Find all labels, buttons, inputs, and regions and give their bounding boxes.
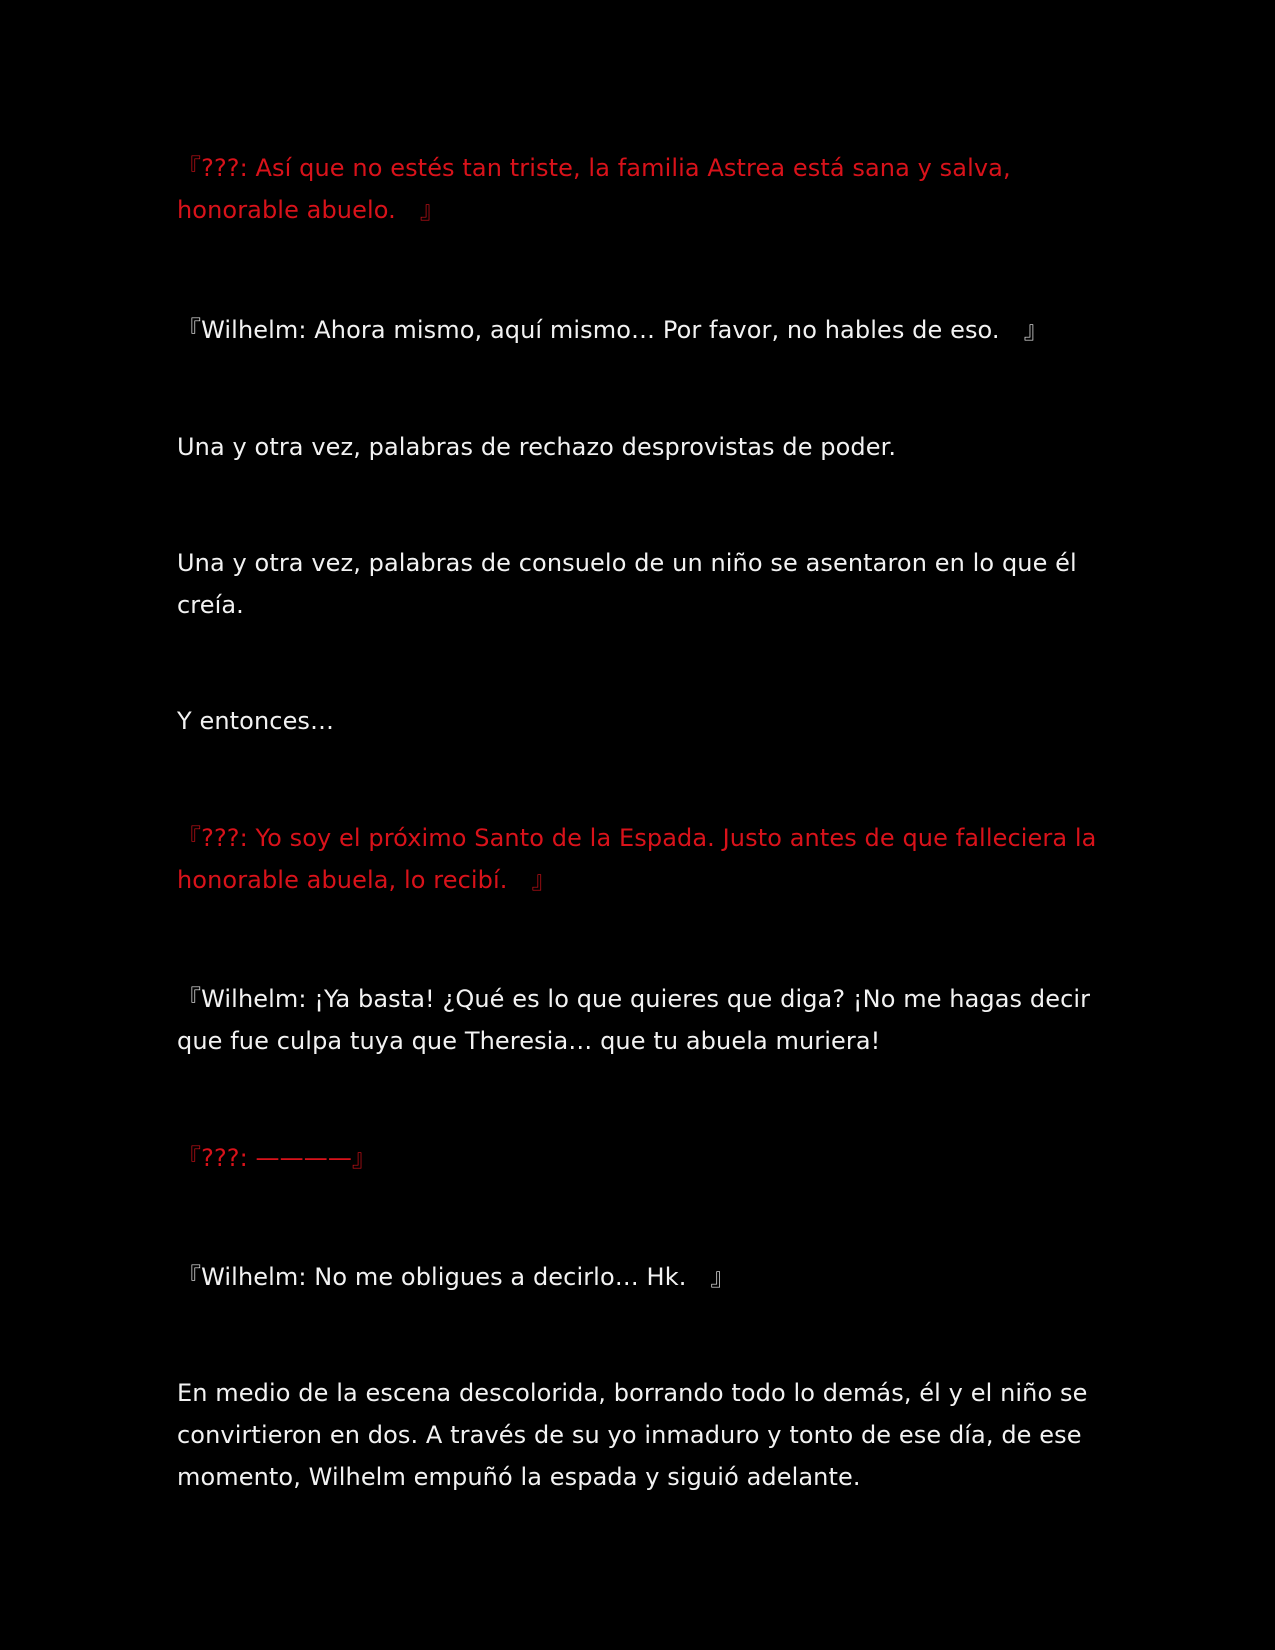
- narration-paragraph: Y entonces…: [177, 707, 335, 735]
- dialogue-wilhelm: 『Wilhelm: ¡Ya basta! ¿Qué es lo que quieres que diga? ¡No me hagas decir que fue culpa tuya que Theresia… que tu abuela muriera!: [177, 985, 1091, 1055]
- narration-paragraph: Una y otra vez, palabras de consuelo de un niño se asentaron en lo que él creía.: [177, 549, 1077, 619]
- dialogue-wilhelm: 『Wilhelm: No me obligues a decirlo… Hk. 』: [177, 1263, 735, 1291]
- dialogue-wilhelm: 『Wilhelm: Ahora mismo, aquí mismo… Por favor, no hables de eso. 』: [177, 316, 1048, 344]
- dialogue-unknown-speaker: 『???: Así que no estés tan triste, la familia Astrea está sana y salva, honorable abuelo. 』: [177, 154, 1011, 224]
- narration-paragraph: En medio de la escena descolorida, borrando todo lo demás, él y el niño se convirtieron en dos. A través de su yo inmaduro y tonto de ese día, de ese momento, Wilhelm empuñó la espada y siguió adelante.: [177, 1379, 1088, 1491]
- dialogue-unknown-speaker: 『???: ————』: [177, 1144, 377, 1172]
- narration-paragraph: Una y otra vez, palabras de rechazo desprovistas de poder.: [177, 433, 897, 461]
- dialogue-unknown-speaker: 『???: Yo soy el próximo Santo de la Espada. Justo antes de que falleciera la honorable abuela, lo recibí. 』: [177, 824, 1097, 894]
